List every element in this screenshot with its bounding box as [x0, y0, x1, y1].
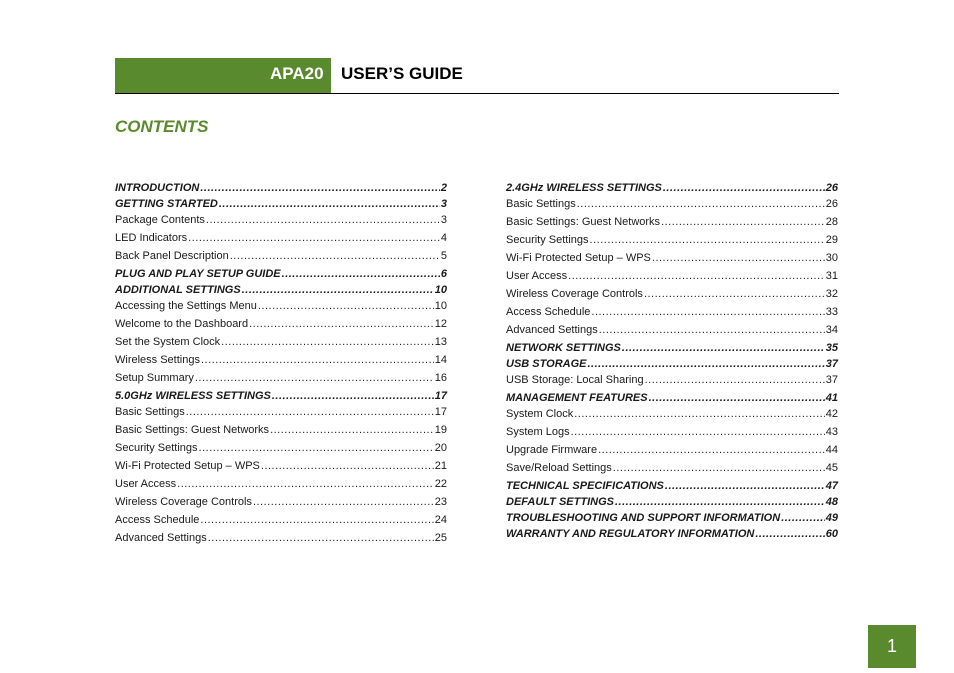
toc-dot-leader	[219, 197, 440, 211]
toc-entry[interactable]	[115, 423, 447, 441]
toc-entry-label: TECHNICAL SPECIFICATIONS	[506, 480, 664, 492]
toc-entry[interactable]	[506, 287, 838, 305]
toc-entry-page: 13	[434, 336, 447, 348]
toc-dot-leader	[253, 495, 434, 509]
toc-entry-page: 10	[434, 300, 447, 312]
toc-entry-label: Basic Settings	[506, 198, 576, 210]
contents-heading: CONTENTS	[115, 117, 209, 136]
toc-entry-page: 43	[825, 426, 838, 438]
toc-dot-leader	[206, 213, 440, 227]
toc-entry-label: System Logs	[506, 426, 570, 438]
toc-entry-label: ADDITIONAL SETTINGS	[115, 284, 241, 296]
toc-dot-leader	[615, 495, 825, 509]
toc-entry-label: 5.0GHz WIRELESS SETTINGS	[115, 390, 271, 402]
toc-entry-label: INTRODUCTION	[115, 182, 200, 194]
toc-dot-leader	[587, 357, 824, 371]
toc-dot-leader	[186, 405, 434, 419]
toc-entry-label: LED Indicators	[115, 232, 188, 244]
toc-entry[interactable]	[115, 513, 447, 531]
toc-entry-label: WARRANTY AND REGULATORY INFORMATION	[506, 528, 755, 540]
toc-entry-page: 24	[434, 514, 447, 526]
toc-entry-label: Basic Settings	[115, 406, 185, 418]
toc-entry-page: 3	[440, 214, 447, 226]
document-title: USER’S GUIDE	[341, 64, 463, 83]
toc-entry-page: 14	[434, 354, 447, 366]
toc-entry-label: Set the System Clock	[115, 336, 221, 348]
toc-entry-label: TROUBLESHOOTING AND SUPPORT INFORMATION	[506, 512, 781, 524]
toc-entry-label: Access Schedule	[506, 306, 591, 318]
toc-entry-page: 42	[825, 408, 838, 420]
toc-dot-leader	[591, 305, 824, 319]
toc-entry-label: Setup Summary	[115, 372, 194, 384]
toc-entry-page: 3	[440, 198, 447, 210]
toc-left-column	[115, 181, 447, 549]
toc-dot-leader	[598, 443, 825, 457]
toc-dot-leader	[649, 391, 825, 405]
toc-entry-page: 37	[825, 374, 838, 386]
toc-entry-page: 41	[825, 392, 838, 404]
toc-entry-page: 5	[440, 250, 447, 262]
toc-entry[interactable]	[506, 251, 838, 269]
toc-entry-label: Access Schedule	[115, 514, 200, 526]
toc-entry[interactable]	[506, 461, 838, 479]
toc-entry-label: Wi-Fi Protected Setup – WPS	[506, 252, 651, 264]
toc-entry-label: Accessing the Settings Menu	[115, 300, 257, 312]
toc-entry-page: 30	[825, 252, 838, 264]
toc-dot-leader	[249, 317, 434, 331]
toc-entry[interactable]	[115, 231, 447, 249]
toc-entry[interactable]	[506, 305, 838, 323]
toc-entry[interactable]	[506, 197, 838, 215]
toc-dot-leader	[188, 231, 440, 245]
toc-dot-leader	[568, 269, 825, 283]
toc-entry[interactable]	[506, 391, 838, 405]
toc-entry-page: 16	[434, 372, 447, 384]
toc-dot-leader	[270, 423, 434, 437]
toc-entry-label: Basic Settings: Guest Networks	[115, 424, 270, 436]
toc-entry[interactable]	[115, 197, 447, 211]
toc-entry-page: 4	[440, 232, 447, 244]
toc-entry[interactable]	[506, 495, 838, 509]
toc-entry[interactable]	[506, 323, 838, 341]
toc-entry[interactable]	[115, 389, 447, 403]
toc-dot-leader	[200, 181, 440, 195]
toc-entry-page: 23	[434, 496, 447, 508]
toc-entry-page: 47	[825, 480, 838, 492]
toc-entry-label: User Access	[115, 478, 177, 490]
toc-entry-label: Advanced Settings	[506, 324, 598, 336]
toc-entry-label: Basic Settings: Guest Networks	[506, 216, 661, 228]
toc-entry-label: Back Panel Description	[115, 250, 229, 262]
toc-entry-page: 10	[434, 284, 447, 296]
toc-entry-page: 49	[825, 512, 838, 524]
toc-entry-page: 25	[434, 532, 447, 544]
toc-entry-label: Advanced Settings	[115, 532, 207, 544]
toc-entry-label: MANAGEMENT FEATURES	[506, 392, 648, 404]
toc-entry-label: 2.4GHz WIRELESS SETTINGS	[506, 182, 662, 194]
toc-dot-leader	[261, 459, 434, 473]
toc-entry-page: 26	[825, 182, 838, 194]
toc-entry-label: Wireless Settings	[115, 354, 200, 366]
toc-dot-leader	[645, 373, 825, 387]
toc-dot-leader	[208, 531, 434, 545]
toc-entry[interactable]	[115, 405, 447, 423]
toc-entry[interactable]	[115, 441, 447, 459]
toc-dot-leader	[571, 425, 825, 439]
toc-dot-leader	[663, 181, 825, 195]
toc-entry[interactable]	[506, 341, 838, 355]
toc-entry[interactable]	[115, 335, 447, 353]
toc-entry-label: System Clock	[506, 408, 574, 420]
toc-entry-page: 6	[440, 268, 447, 280]
toc-entry-page: 20	[434, 442, 447, 454]
toc-dot-leader	[177, 477, 434, 491]
toc-entry[interactable]	[115, 353, 447, 371]
toc-entry-page: 35	[825, 342, 838, 354]
toc-dot-leader	[282, 267, 440, 281]
toc-dot-leader	[644, 287, 825, 301]
toc-entry[interactable]	[115, 531, 447, 549]
page-number-box	[868, 625, 916, 668]
toc-dot-leader	[652, 251, 825, 265]
toc-entry-label: Welcome to the Dashboard	[115, 318, 249, 330]
toc-dot-leader	[272, 389, 434, 403]
toc-dot-leader	[574, 407, 825, 421]
toc-entry-page: 45	[825, 462, 838, 474]
toc-entry-label: Security Settings	[115, 442, 198, 454]
toc-entry[interactable]	[506, 215, 838, 233]
toc-entry-page: 22	[434, 478, 447, 490]
toc-entry-page: 34	[825, 324, 838, 336]
toc-entry-page: 12	[434, 318, 447, 330]
toc-entry-page: 19	[434, 424, 447, 436]
toc-entry-page: 17	[434, 390, 447, 402]
toc-entry[interactable]	[115, 495, 447, 513]
toc-dot-leader	[221, 335, 434, 349]
header-divider	[115, 93, 839, 94]
toc-dot-leader	[195, 371, 434, 385]
toc-entry[interactable]	[115, 249, 447, 267]
toc-entry-page: 2	[440, 182, 447, 194]
toc-entry[interactable]	[115, 317, 447, 335]
toc-entry-label: Wireless Coverage Controls	[506, 288, 643, 300]
toc-entry[interactable]	[115, 283, 447, 297]
toc-entry[interactable]	[506, 527, 838, 541]
toc-entry-page: 17	[434, 406, 447, 418]
toc-entry-page: 37	[825, 358, 838, 370]
toc-entry[interactable]	[115, 267, 447, 281]
toc-entry-page: 44	[825, 444, 838, 456]
toc-entry[interactable]	[506, 511, 838, 525]
toc-entry-page: 31	[825, 270, 838, 282]
product-name: APA20	[270, 64, 324, 83]
toc-dot-leader	[622, 341, 825, 355]
toc-entry-label: User Access	[506, 270, 568, 282]
toc-right-column	[506, 181, 838, 543]
toc-entry-page: 28	[825, 216, 838, 228]
toc-entry-page: 21	[434, 460, 447, 472]
toc-entry-label: Save/Reload Settings	[506, 462, 612, 474]
toc-entry-label: Package Contents	[115, 214, 205, 226]
toc-entry[interactable]	[506, 373, 838, 391]
toc-dot-leader	[258, 299, 434, 313]
toc-dot-leader	[590, 233, 825, 247]
toc-dot-leader	[613, 461, 825, 475]
toc-entry[interactable]	[115, 459, 447, 477]
toc-entry-page: 26	[825, 198, 838, 210]
toc-entry-page: 48	[825, 496, 838, 508]
toc-entry[interactable]	[506, 233, 838, 251]
toc-dot-leader	[242, 283, 434, 297]
toc-dot-leader	[200, 513, 433, 527]
toc-entry-label: Security Settings	[506, 234, 589, 246]
toc-entry[interactable]	[115, 299, 447, 317]
toc-dot-leader	[665, 479, 825, 493]
toc-entry[interactable]	[506, 443, 838, 461]
toc-entry-page: 33	[825, 306, 838, 318]
toc-entry[interactable]	[115, 477, 447, 495]
toc-dot-leader	[230, 249, 440, 263]
toc-entry-label: Wi-Fi Protected Setup – WPS	[115, 460, 260, 472]
toc-dot-leader	[577, 197, 825, 211]
toc-entry-label: USB STORAGE	[506, 358, 587, 370]
toc-dot-leader	[599, 323, 825, 337]
toc-dot-leader	[781, 511, 825, 525]
toc-dot-leader	[755, 527, 824, 541]
toc-entry[interactable]	[506, 479, 838, 493]
toc-entry[interactable]	[506, 357, 838, 371]
toc-entry-label: DEFAULT SETTINGS	[506, 496, 614, 508]
toc-entry-label: USB Storage: Local Sharing	[506, 374, 644, 386]
toc-dot-leader	[201, 353, 434, 367]
toc-entry-page: 29	[825, 234, 838, 246]
toc-entry-label: NETWORK SETTINGS	[506, 342, 621, 354]
toc-entry[interactable]	[506, 425, 838, 443]
toc-entry[interactable]	[506, 407, 838, 425]
toc-entry[interactable]	[115, 213, 447, 231]
toc-entry-label: Upgrade Firmware	[506, 444, 598, 456]
toc-entry[interactable]	[506, 181, 838, 195]
toc-entry-label: GETTING STARTED	[115, 198, 218, 210]
toc-dot-leader	[661, 215, 825, 229]
toc-entry-label: PLUG AND PLAY SETUP GUIDE	[115, 268, 281, 280]
toc-entry[interactable]	[115, 181, 447, 195]
toc-dot-leader	[199, 441, 434, 455]
page-number: 1	[886, 636, 897, 656]
toc-entry-page: 60	[825, 528, 838, 540]
toc-entry-page: 32	[825, 288, 838, 300]
toc-entry-label: Wireless Coverage Controls	[115, 496, 252, 508]
toc-entry[interactable]	[506, 269, 838, 287]
toc-entry[interactable]	[115, 371, 447, 389]
